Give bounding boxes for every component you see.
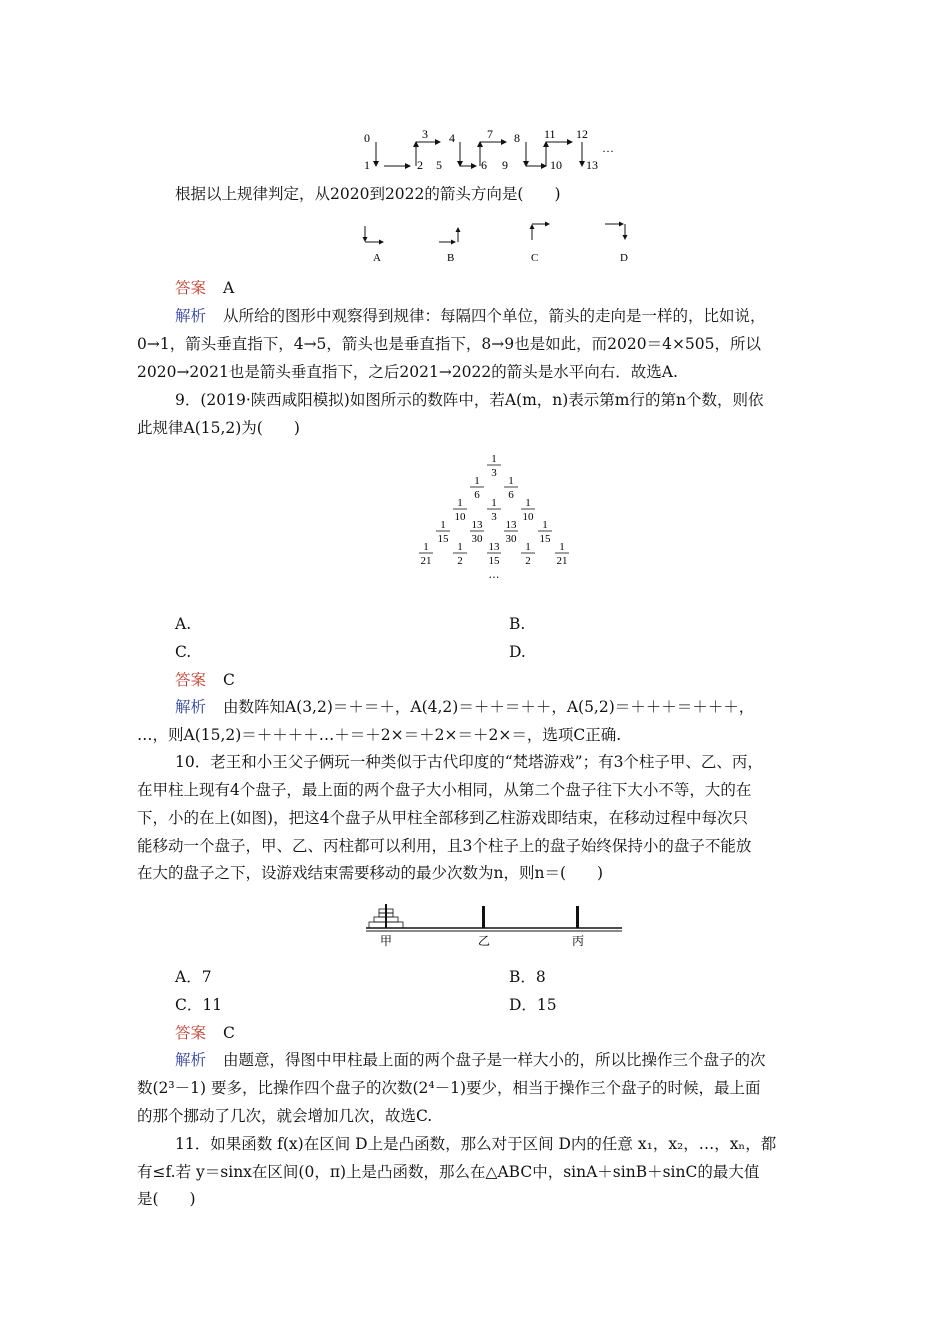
fraction-numerator: 1: [457, 541, 463, 553]
fraction-denominator: 3: [491, 511, 497, 523]
fraction-denominator: 2: [457, 555, 463, 567]
triangle-fraction: [521, 497, 535, 523]
triangle-fraction: [555, 541, 569, 567]
option-a-arrows: [365, 226, 383, 242]
q10-line-3: 下，小的在上(如图)，把这4个盘子从甲柱全部移到乙柱游戏即结束，在移动过程中每次只: [137, 809, 748, 827]
pillar-label-yi: 乙: [478, 934, 491, 948]
analysis-text: 由题意，得图中甲柱最上面的两个盘子是一样大小的，所以比操作三个盘子的次: [222, 1051, 766, 1069]
fraction-denominator: 10: [522, 511, 534, 523]
option-b-label: B: [447, 252, 455, 264]
triangle-fraction: [504, 475, 518, 501]
q11-line-1: 11．如果函数 f(x)在区间 D上是凸函数，那么对于区间 D内的任意 x₁，x₂，…，xₙ，都: [175, 1135, 777, 1153]
answer-value: A: [222, 279, 235, 297]
option-a-label: A: [373, 252, 381, 264]
triangle-fraction: [487, 541, 501, 567]
seq-num-10: 10: [550, 158, 562, 172]
q9-option-d: D.: [509, 643, 526, 661]
fraction-denominator: 10: [454, 511, 466, 523]
fraction-denominator: 21: [556, 555, 568, 567]
triangle-fraction: [470, 519, 484, 545]
triangle-fraction: [436, 519, 450, 545]
option-c-arrows: [532, 224, 549, 240]
answer-value: C: [222, 1024, 235, 1042]
q8-analysis-line-2: 0→1，箭头垂直指下，4→5，箭头也是垂直指下，8→9也是如此，而2020＝4×505，所以: [137, 335, 762, 353]
analysis-label: 解析: [175, 698, 207, 716]
arrow-sequence-figure: [350, 126, 630, 176]
fraction-denominator: 30: [471, 533, 483, 545]
q8-analysis-line-1: [175, 306, 765, 326]
triangle-fraction: [538, 519, 552, 545]
option-d-arrows: [605, 224, 625, 239]
q10-analysis-line-1: [175, 1050, 765, 1070]
fraction-numerator: 13: [505, 519, 517, 531]
seq-num-9: 9: [502, 158, 508, 172]
q10-option-c: C．11: [175, 996, 223, 1014]
seq-num-8: 8: [514, 131, 520, 145]
fraction-numerator: 1: [508, 475, 514, 487]
fraction-numerator: 1: [423, 541, 429, 553]
option-b-arrows: [439, 228, 458, 242]
triangle-fraction: [470, 475, 484, 501]
seq-num-2: 2: [417, 158, 423, 172]
answer-label: 答案: [175, 279, 207, 297]
analysis-label: 解析: [175, 307, 207, 325]
q11-line-3: 是( ): [137, 1190, 196, 1208]
triangle-fraction: [504, 519, 518, 545]
q8-analysis-line-3: 2020→2021也是箭头垂直指下，之后2021→2022的箭头是水平向右．故选A.: [137, 363, 678, 381]
q10-option-b: B．8: [509, 968, 546, 986]
q9-line-2: 此规律A(15,2)为( ): [137, 419, 300, 437]
pillar-base: [366, 928, 622, 931]
seq-num-7: 7: [487, 127, 493, 141]
fraction-denominator: 30: [505, 533, 517, 545]
fraction-numerator: 1: [474, 475, 480, 487]
q10-analysis-line-2: 数(2³－1) 要多，比操作四个盘子的次数(2⁴－1)要少，相当于操作三个盘子的时候，最上面: [137, 1079, 761, 1097]
q8-options-figure: [355, 220, 645, 266]
q9-option-b: B.: [509, 615, 526, 633]
pillar-label-jia: 甲: [380, 934, 393, 948]
fraction-denominator: 3: [491, 467, 497, 479]
answer-label: 答案: [175, 671, 207, 689]
option-d-label: D: [620, 252, 628, 264]
fraction-numerator: 1: [457, 497, 463, 509]
q8-prompt: 根据以上规律判定，从2020到2022的箭头方向是( ): [175, 185, 561, 203]
pillar-label-bing: 丙: [572, 934, 585, 948]
analysis-text: 从所给的图形中观察得到规律：每隔四个单位，箭头的走向是一样的，比如说，: [222, 307, 766, 325]
q10-analysis-line-3: 的那个挪动了几次，就会增加几次，故选C.: [137, 1107, 433, 1125]
q10-option-a: A．7: [175, 968, 212, 986]
answer-label: 答案: [175, 1024, 207, 1042]
q10-line-2: 在甲柱上现有4个盘子，最上面的两个盘子大小相同，从第二个盘子往下大小不等，大的在: [137, 781, 752, 799]
fraction-numerator: 1: [525, 541, 531, 553]
fraction-numerator: 1: [440, 519, 446, 531]
fraction-numerator: 13: [471, 519, 483, 531]
seq-num-13: 13: [586, 158, 598, 172]
q9-analysis-line-2: …，则A(15,2)＝＋＋＋＋…＋＝＋2×＝＋2×＝＋2×＝，选项C正确.: [137, 726, 622, 744]
fraction-numerator: 1: [525, 497, 531, 509]
q11-line-2: 有≤f.若 y＝sinx在区间(0，π)上是凸函数，那么在△ABC中，sinA＋sinB＋sinC的最大值: [137, 1163, 760, 1181]
fraction-numerator: 1: [559, 541, 565, 553]
triangle-fraction: [487, 497, 501, 523]
fraction-denominator: 6: [474, 489, 480, 501]
seq-num-3: 3: [422, 127, 428, 141]
q10-option-d: D．15: [509, 996, 557, 1014]
fraction-denominator: 15: [437, 533, 449, 545]
triangle-fraction: [487, 453, 501, 479]
fraction-denominator: 21: [420, 555, 432, 567]
analysis-text: 由数阵知A(3,2)＝＋＝＋，A(4,2)＝＋＋＝＋＋，A(5,2)＝＋＋＋＝＋＋＋，: [222, 698, 755, 716]
fraction-denominator: 15: [539, 533, 551, 545]
q9-answer: [175, 670, 235, 690]
q10-line-1: 10．老王和小王父子俩玩一种类似于古代印度的“梵塔游戏”；有3个柱子甲、乙、丙，: [175, 753, 763, 771]
q10-line-5: 在大的盘子之下，设游戏结束需要移动的最少次数为n，则n＝( ): [137, 864, 604, 882]
seq-num-6: 6: [481, 158, 487, 172]
option-c-label: C: [531, 252, 539, 264]
fraction-numerator: 13: [488, 541, 500, 553]
fraction-numerator: 1: [491, 453, 497, 465]
triangle-fraction: [453, 497, 467, 523]
seq-num-0: 0: [364, 131, 370, 145]
fraction-denominator: 2: [525, 555, 531, 567]
fraction-denominator: 6: [508, 489, 514, 501]
seq-num-12: 12: [576, 127, 588, 141]
triangle-ellipsis: …: [488, 568, 500, 581]
triangle-fraction: [419, 541, 433, 567]
fraction-numerator: 1: [491, 497, 497, 509]
q8-answer: [175, 278, 234, 298]
triangle-fraction: [521, 541, 535, 567]
pillar-yi: [482, 906, 485, 928]
fraction-denominator: 15: [488, 555, 500, 567]
triangle-fraction: [453, 541, 467, 567]
seq-num-5: 5: [436, 158, 442, 172]
q9-option-a: A.: [175, 615, 192, 633]
seq-ellipsis: …: [602, 141, 614, 155]
fraction-numerator: 1: [542, 519, 548, 531]
seq-num-11: 11: [544, 127, 556, 141]
q9-line-1: 9．(2019·陕西咸阳模拟)如图所示的数阵中，若A(m，n)表示第m行的第n个数，则依: [175, 391, 764, 409]
seq-num-4: 4: [449, 131, 455, 145]
answer-value: C: [222, 671, 235, 689]
q10-answer: [175, 1023, 235, 1043]
analysis-label: 解析: [175, 1051, 207, 1069]
q9-analysis-line-1: [175, 697, 754, 717]
tower-figure: [364, 900, 626, 950]
seq-num-1: 1: [364, 158, 370, 172]
number-triangle: [410, 452, 590, 602]
pillar-jia: [369, 904, 403, 928]
pillar-bing: [576, 906, 579, 928]
q10-line-4: 能移动一个盘子，甲、乙、丙柱都可以利用，且3个柱子上的盘子始终保持小的盘子不能放: [137, 837, 752, 855]
q9-option-c: C.: [175, 643, 192, 661]
